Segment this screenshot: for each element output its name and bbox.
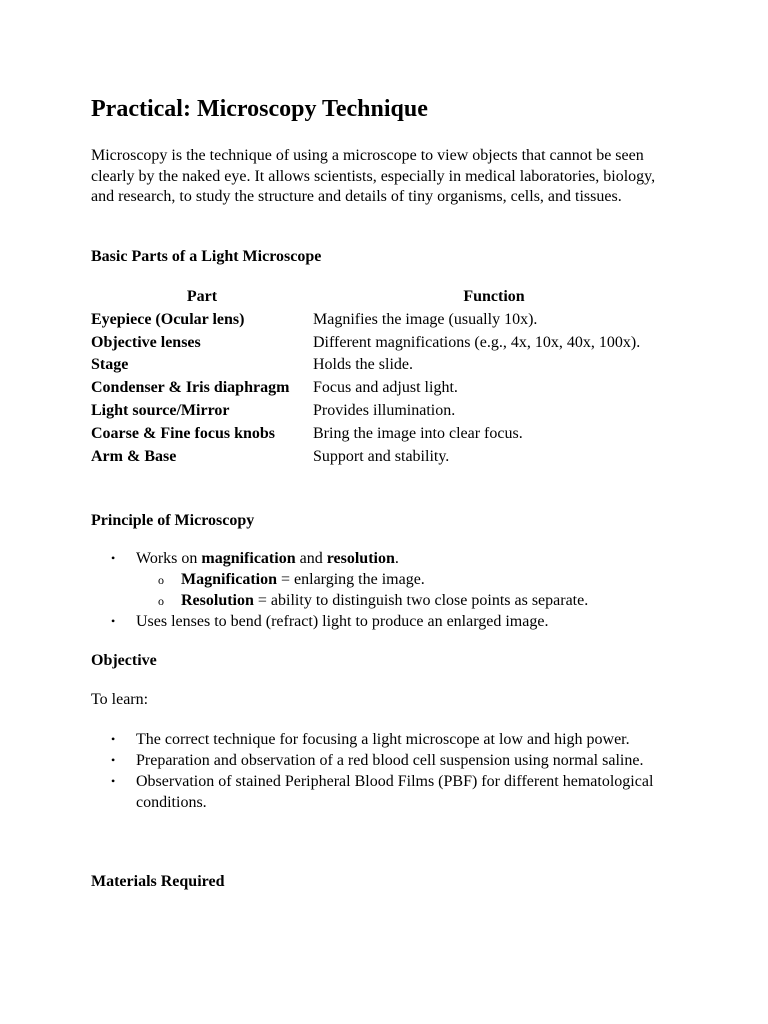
sub-text: = enlarging the image. <box>277 571 425 588</box>
table-row <box>91 446 675 469</box>
list-text: Preparation and observation of a red blood cell suspension using normal saline. <box>136 752 644 769</box>
list-item <box>91 750 656 771</box>
part-cell: Arm & Base <box>91 447 177 465</box>
principle-list <box>91 548 588 632</box>
sub-term: Magnification <box>181 571 277 588</box>
list-text: . <box>394 550 399 567</box>
sub-list-item <box>136 569 588 590</box>
part-cell: Stage <box>91 356 129 374</box>
table-row <box>91 309 675 332</box>
sub-text: = ability to distinguish two close points as separate. <box>253 592 589 609</box>
bullet-icon: • <box>111 551 116 565</box>
materials-heading: Materials Required <box>91 873 225 890</box>
principle-heading: Principle of Microscopy <box>91 512 255 529</box>
sub-list <box>136 569 588 611</box>
part-cell: Condenser & Iris diaphragm <box>91 379 290 397</box>
function-cell: Bring the image into clear focus. <box>313 424 523 442</box>
parts-table <box>91 286 675 468</box>
function-cell: Focus and adjust light. <box>313 379 458 397</box>
list-text: Uses lenses to bend (refract) light to produce an enlarged image. <box>136 613 549 630</box>
parts-heading: Basic Parts of a Light Microscope <box>91 248 322 265</box>
circle-bullet-icon: o <box>158 573 164 587</box>
table-row <box>91 423 675 446</box>
list-item <box>91 771 656 813</box>
list-item <box>91 729 656 750</box>
table-header-row <box>91 286 675 309</box>
list-text: Observation of stained Peripheral Blood Films (PBF) for different hematological conditions. <box>136 773 654 811</box>
objective-list <box>91 729 656 813</box>
objective-heading: Objective <box>91 652 157 669</box>
bullet-icon: • <box>111 732 116 746</box>
table-row <box>91 332 675 355</box>
table-row <box>91 354 675 377</box>
bullet-icon: • <box>111 614 116 628</box>
objective-lead: To learn: <box>91 691 149 708</box>
list-text: and <box>295 550 327 567</box>
function-cell: Support and stability. <box>313 447 450 465</box>
list-text: The correct technique for focusing a light microscope at low and high power. <box>136 731 630 748</box>
bullet-icon: • <box>111 753 116 767</box>
list-item <box>91 548 588 611</box>
list-item <box>91 611 588 632</box>
function-cell: Different magnifications (e.g., 4x, 10x, 40x, 100x). <box>313 333 641 351</box>
intro-paragraph: Microscopy is the technique of using a microscope to view objects that cannot be seen clearly by the naked eye. It allows scientists, especially in medical laboratories, biology, and research, to study the structure and details of tiny organisms, cells, and tissues. <box>91 147 656 206</box>
function-cell: Provides illumination. <box>313 401 456 419</box>
sub-list-item <box>136 590 588 611</box>
sub-term: Resolution <box>181 592 254 609</box>
function-cell: Magnifies the image (usually 10x). <box>313 310 538 328</box>
column-header-function: Function <box>463 288 525 305</box>
table-row <box>91 400 675 423</box>
part-cell: Coarse & Fine focus knobs <box>91 424 276 442</box>
term-resolution: resolution <box>326 550 395 567</box>
term-magnification: magnification <box>201 550 296 567</box>
part-cell: Light source/Mirror <box>91 401 230 419</box>
circle-bullet-icon: o <box>158 594 164 608</box>
list-text: Works on <box>136 550 202 567</box>
column-header-part: Part <box>186 288 218 305</box>
bullet-icon: • <box>111 774 116 788</box>
part-cell: Objective lenses <box>91 333 201 351</box>
page-title: Practical: Microscopy Technique <box>91 96 428 122</box>
table-row <box>91 377 675 400</box>
function-cell: Holds the slide. <box>313 356 413 374</box>
part-cell: Eyepiece (Ocular lens) <box>91 310 245 328</box>
